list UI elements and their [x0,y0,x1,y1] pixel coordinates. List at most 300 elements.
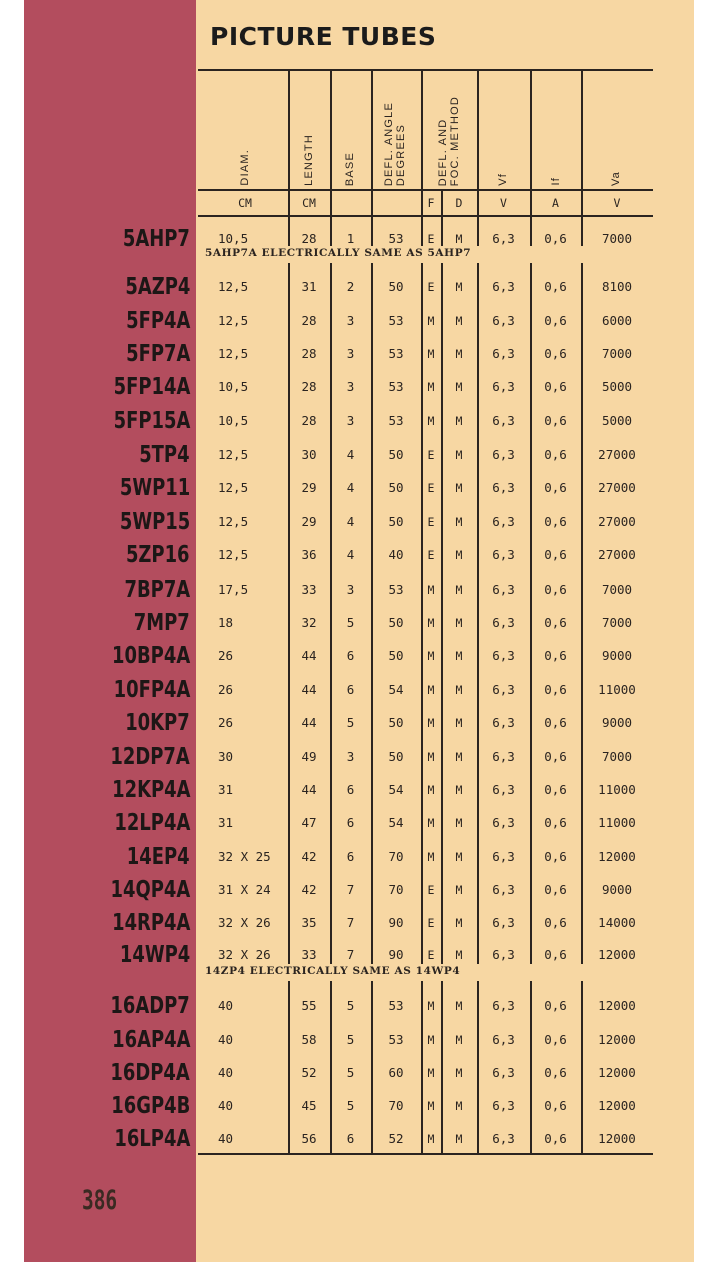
table-row [198,277,653,297]
unit-if: A [552,196,559,210]
column-rule [288,69,290,246]
cell-d: M [455,232,463,246]
cell-va: 12000 [598,947,636,962]
cell-va: 12000 [598,998,636,1013]
cell-if: 0,6 [544,379,567,394]
cell-d: M [455,515,463,529]
cell-angle: 70 [388,849,404,864]
cell-va: 11000 [598,782,636,797]
cell-f: E [427,515,435,529]
cell-diam: 26 [218,715,234,730]
cell-vf: 6,3 [492,1065,515,1080]
cell-va: 7000 [601,231,633,246]
table-row [198,1063,653,1083]
cell-if: 0,6 [544,547,567,562]
cell-va: 8100 [601,279,633,294]
cell-va: 12000 [598,849,636,864]
cell-angle: 50 [388,715,404,730]
cell-if: 0,6 [544,1065,567,1080]
cell-d: M [455,716,463,730]
cell-diam: 40 [218,1098,234,1113]
cell-angle: 50 [388,749,404,764]
cell-if: 0,6 [544,413,567,428]
cell-f: E [427,481,435,495]
header-va [582,72,650,186]
tube-type-label: 12KP4A [111,777,190,803]
cell-angle: 40 [388,547,404,562]
cell-length: 33 [301,582,317,597]
tube-type-label: 5WP11 [119,475,190,501]
cell-f: M [427,999,435,1013]
cell-d: M [455,1066,463,1080]
tube-type-label: 5TP4 [139,442,190,468]
cell-base: 6 [346,849,355,864]
tube-type-label: 5AZP4 [124,274,190,300]
unit-vf: V [500,196,507,210]
cell-length: 31 [301,279,317,294]
cell-base: 6 [346,815,355,830]
cell-va: 6000 [601,313,633,328]
tube-type-label: 5WP15 [119,509,190,535]
cell-base: 5 [346,715,355,730]
tube-type-label: 7MP7 [134,610,190,636]
cell-angle: 50 [388,648,404,663]
cell-f: M [427,850,435,864]
cell-f: E [427,232,435,246]
unit-va: V [613,196,621,210]
header-base [330,72,370,186]
cell-vf: 6,3 [492,915,515,930]
cell-va: 11000 [598,682,636,697]
cell-angle: 60 [388,1065,404,1080]
table-row [198,229,653,249]
page-title: PICTURE TUBES [210,22,437,51]
cell-length: 49 [301,749,317,764]
cell-d: M [455,314,463,328]
cell-base: 3 [346,379,355,394]
table-row [198,913,653,933]
units-bottom-rule [198,215,653,217]
cell-diam: 12,5 [218,480,249,495]
cell-d: M [455,448,463,462]
cell-base: 7 [346,882,355,897]
table-row [198,445,653,465]
cell-base: 4 [346,547,355,562]
table-row [198,580,653,600]
cell-va: 14000 [598,915,636,930]
header-if-text: If [550,177,562,186]
cell-vf: 6,3 [492,379,515,394]
cell-f: M [427,380,435,394]
cell-diam: 32 X 25 [218,849,271,864]
cell-vf: 6,3 [492,1098,515,1113]
cell-d: M [455,583,463,597]
tube-type-label: 7BP7A [124,577,190,603]
header-vf-text: Vf [497,173,509,186]
cell-angle: 53 [388,379,404,394]
cell-if: 0,6 [544,346,567,361]
cell-base: 4 [346,447,355,462]
table-row [198,847,653,867]
cell-length: 32 [301,615,317,630]
cell-diam: 26 [218,648,234,663]
cell-d: M [455,683,463,697]
column-rule [371,69,373,246]
page-number: 386 [82,1185,118,1216]
header-defl-foc-method-text: DEFL. AND FOC. METHOD [437,95,461,186]
header-if [531,72,581,186]
cell-d: M [455,616,463,630]
cell-d: M [455,280,463,294]
cell-base: 5 [346,1098,355,1113]
table-row [198,411,653,431]
tube-type-label: 16AP4A [111,1027,190,1053]
unit-angle [371,194,421,212]
cell-if: 0,6 [544,849,567,864]
cell-if: 0,6 [544,648,567,663]
header-va-text: Va [610,170,622,186]
cell-f: M [427,314,435,328]
tube-type-label: 12LP4A [114,810,190,836]
cell-f: M [427,750,435,764]
cell-d: M [455,414,463,428]
note-5ahp7a: 5AHP7A ELECTRICALLY SAME AS 5AHP7 [205,247,472,259]
tube-type-label: 12DP7A [110,744,190,770]
cell-f: E [427,448,435,462]
cell-base: 6 [346,682,355,697]
cell-angle: 54 [388,682,404,697]
cell-vf: 6,3 [492,231,515,246]
cell-d: M [455,750,463,764]
cell-f: M [427,583,435,597]
tube-type-label: 14RP4A [111,910,190,936]
cell-d: M [455,916,463,930]
tube-type-label: 16DP4A [110,1060,190,1086]
cell-length: 44 [301,648,317,663]
cell-length: 52 [301,1065,317,1080]
cell-d: M [455,883,463,897]
cell-diam: 40 [218,1131,234,1146]
cell-f: M [427,683,435,697]
cell-f: E [427,280,435,294]
header-vf [478,72,528,186]
cell-angle: 90 [388,915,404,930]
column-rule [581,69,583,246]
cell-d: M [455,1099,463,1113]
unit-diam: CM [238,196,252,210]
table-row [198,1096,653,1116]
cell-va: 12000 [598,1032,636,1047]
table-row [198,478,653,498]
cell-vf: 6,3 [492,346,515,361]
cell-length: 58 [301,1032,317,1047]
cell-length: 44 [301,715,317,730]
unit-base [330,194,371,212]
cell-f: M [427,616,435,630]
cell-length: 42 [301,882,317,897]
table-row [198,813,653,833]
cell-vf: 6,3 [492,998,515,1013]
cell-diam: 30 [218,749,234,764]
cell-vf: 6,3 [492,782,515,797]
tube-type-label: 10BP4A [111,643,190,669]
table-row [198,545,653,565]
cell-diam: 18 [218,615,234,630]
cell-va: 27000 [598,447,636,462]
header-diam-text: DIAM. [239,149,251,186]
cell-va: 27000 [598,514,636,529]
cell-vf: 6,3 [492,313,515,328]
cell-vf: 6,3 [492,582,515,597]
tube-type-label: 5FP14A [113,374,190,400]
table-row [198,646,653,666]
column-rule [330,69,332,246]
cell-if: 0,6 [544,1131,567,1146]
tube-type-label: 16GP4B [111,1093,190,1119]
cell-vf: 6,3 [492,514,515,529]
cell-diam: 12,5 [218,279,249,294]
cell-length: 35 [301,915,317,930]
cell-diam: 12,5 [218,346,249,361]
tube-type-label: 10KP7 [125,710,190,736]
table-row [198,1030,653,1050]
cell-va: 5000 [601,379,633,394]
cell-d: M [455,999,463,1013]
cell-length: 56 [301,1131,317,1146]
cell-diam: 40 [218,998,234,1013]
cell-base: 2 [346,279,355,294]
cell-f: M [427,1033,435,1047]
cell-diam: 12,5 [218,514,249,529]
cell-diam: 12,5 [218,447,249,462]
tube-type-label: 16LP4A [114,1126,190,1152]
cell-va: 27000 [598,547,636,562]
cell-f: E [427,883,435,897]
cell-base: 6 [346,782,355,797]
header-diam [205,72,285,186]
cell-d: M [455,783,463,797]
cell-length: 36 [301,547,317,562]
cell-va: 11000 [598,815,636,830]
cell-angle: 50 [388,279,404,294]
cell-length: 28 [301,413,317,428]
header-defl-angle [371,72,419,186]
cell-f: E [427,548,435,562]
table-row [198,747,653,767]
unit-length: CM [302,196,316,210]
cell-length: 44 [301,782,317,797]
cell-angle: 50 [388,514,404,529]
cell-base: 3 [346,582,355,597]
tube-type-label: 10FP4A [113,677,190,703]
cell-diam: 10,5 [218,231,249,246]
cell-va: 12000 [598,1131,636,1146]
cell-vf: 6,3 [492,682,515,697]
cell-vf: 6,3 [492,547,515,562]
cell-if: 0,6 [544,1098,567,1113]
cell-f: E [427,916,435,930]
cell-if: 0,6 [544,582,567,597]
tube-type-label: 14EP4 [127,844,190,870]
tube-type-label: 5AHP7 [122,226,190,252]
cell-if: 0,6 [544,782,567,797]
cell-va: 27000 [598,480,636,495]
cell-vf: 6,3 [492,749,515,764]
cell-angle: 70 [388,1098,404,1113]
cell-if: 0,6 [544,615,567,630]
unit-f: F [427,196,435,210]
cell-base: 3 [346,413,355,428]
cell-d: M [455,380,463,394]
cell-if: 0,6 [544,815,567,830]
cell-base: 5 [346,1032,355,1047]
page-edge [694,0,712,1264]
table-row [198,1129,653,1149]
header-length [289,72,329,186]
cell-va: 9000 [601,648,633,663]
table-row [198,880,653,900]
cell-vf: 6,3 [492,413,515,428]
cell-d: M [455,548,463,562]
cell-vf: 6,3 [492,1032,515,1047]
tube-type-label: 5FP7A [125,341,190,367]
cell-length: 45 [301,1098,317,1113]
header-defl-foc-method [421,72,477,186]
cell-va: 7000 [601,615,633,630]
cell-va: 5000 [601,413,633,428]
cell-d: M [455,347,463,361]
cell-base: 4 [346,514,355,529]
table-row [198,780,653,800]
cell-f: M [427,347,435,361]
cell-length: 55 [301,998,317,1013]
cell-angle: 54 [388,782,404,797]
cell-f: M [427,1132,435,1146]
column-rule [477,69,479,246]
cell-base: 7 [346,947,355,962]
header-base-text: BASE [344,151,356,186]
cell-length: 42 [301,849,317,864]
tube-type-label: 5FP4A [125,308,190,334]
cell-angle: 53 [388,313,404,328]
cell-base: 5 [346,615,355,630]
cell-diam: 10,5 [218,413,249,428]
cell-if: 0,6 [544,514,567,529]
cell-d: M [455,948,463,962]
cell-va: 12000 [598,1098,636,1113]
cell-angle: 52 [388,1131,404,1146]
cell-d: M [455,649,463,663]
cell-vf: 6,3 [492,815,515,830]
cell-angle: 53 [388,1032,404,1047]
cell-va: 9000 [601,882,633,897]
cell-base: 6 [346,648,355,663]
cell-diam: 40 [218,1032,234,1047]
cell-length: 29 [301,514,317,529]
table-row [198,377,653,397]
cell-length: 47 [301,815,317,830]
cell-if: 0,6 [544,749,567,764]
table-row [198,512,653,532]
cell-if: 0,6 [544,998,567,1013]
cell-vf: 6,3 [492,947,515,962]
column-rule [530,69,532,246]
cell-diam: 31 [218,815,234,830]
cell-diam: 26 [218,682,234,697]
table-row [198,996,653,1016]
cell-if: 0,6 [544,447,567,462]
cell-length: 28 [301,231,317,246]
unit-d: D [455,196,463,210]
cell-va: 7000 [601,582,633,597]
cell-if: 0,6 [544,915,567,930]
header-top-rule [198,69,653,71]
table-bottom-rule [198,1153,653,1155]
cell-va: 7000 [601,749,633,764]
table-row [198,680,653,700]
table-row [198,613,653,633]
cell-diam: 31 X 24 [218,882,271,897]
cell-if: 0,6 [544,882,567,897]
cell-f: M [427,414,435,428]
cell-base: 1 [346,231,355,246]
cell-if: 0,6 [544,947,567,962]
cell-f: M [427,783,435,797]
cell-angle: 53 [388,998,404,1013]
note-14zp4: 14ZP4 ELECTRICALLY SAME AS 14WP4 [205,965,461,977]
cell-if: 0,6 [544,715,567,730]
header-length-text: LENGTH [303,134,315,186]
cell-diam: 32 X 26 [218,915,271,930]
cell-base: 3 [346,346,355,361]
cell-d: M [455,1132,463,1146]
cell-length: 33 [301,947,317,962]
cell-base: 5 [346,1065,355,1080]
cell-f: M [427,716,435,730]
cell-angle: 53 [388,413,404,428]
cell-angle: 53 [388,346,404,361]
cell-vf: 6,3 [492,648,515,663]
tube-type-label: 14QP4A [110,877,190,903]
column-rule [421,69,423,246]
cell-diam: 32 X 26 [218,947,271,962]
cell-angle: 70 [388,882,404,897]
cell-diam: 17,5 [218,582,249,597]
cell-f: M [427,1066,435,1080]
cell-length: 30 [301,447,317,462]
cell-vf: 6,3 [492,279,515,294]
cell-angle: 50 [388,480,404,495]
cell-if: 0,6 [544,313,567,328]
cell-base: 4 [346,480,355,495]
cell-f: M [427,649,435,663]
header-defl-angle-text: DEFL. ANGLE DEGREES [383,101,407,186]
cell-if: 0,6 [544,231,567,246]
cell-base: 5 [346,998,355,1013]
cell-angle: 53 [388,231,404,246]
cell-f: E [427,948,435,962]
cell-if: 0,6 [544,1032,567,1047]
cell-angle: 54 [388,815,404,830]
cell-vf: 6,3 [492,1131,515,1146]
cell-diam: 10,5 [218,379,249,394]
cell-if: 0,6 [544,480,567,495]
cell-vf: 6,3 [492,447,515,462]
header-bottom-rule [198,189,653,191]
cell-diam: 40 [218,1065,234,1080]
cell-d: M [455,481,463,495]
table-row [198,713,653,733]
